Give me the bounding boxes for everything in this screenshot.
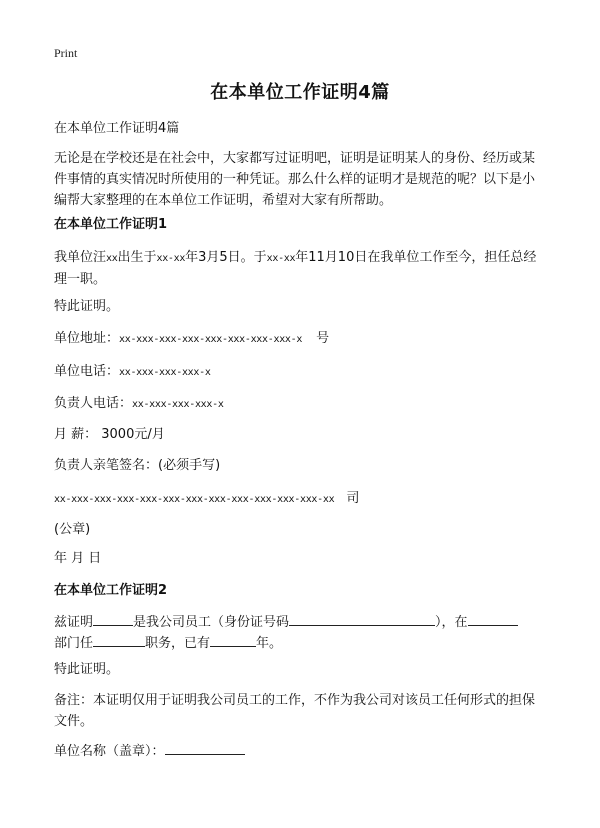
address-line: 单位地址：xx-xxx-xxx-xxx-xxx-xxx-xxx-xxx-x 号 bbox=[54, 331, 330, 346]
section1-certify: 特此证明。 bbox=[54, 299, 120, 314]
page-title: 在本单位工作证明4篇 bbox=[210, 82, 390, 103]
note-paragraph: 备注：本证明仅用于证明我公司员工的工作，不作为我公司对该员工任何形式的担保文件。 bbox=[54, 693, 536, 729]
subtitle: 在本单位工作证明4篇 bbox=[54, 121, 180, 136]
signature-line: 负责人亲笔签名：(必须手写) bbox=[54, 458, 221, 473]
section2-line1: 兹证明 是我公司员工（身份证号码 ），在 bbox=[54, 611, 546, 633]
manager-phone-line: 负责人电话：xx-xxx-xxx-xxx-x bbox=[54, 396, 224, 411]
phone-line: 单位电话：xx-xxx-xxx-xxx-x bbox=[54, 364, 211, 379]
section2-line2: 部门任 职务，已有 年。 bbox=[54, 632, 546, 654]
section2-certify: 特此证明。 bbox=[54, 662, 120, 677]
company-name-blank bbox=[165, 740, 245, 755]
seal-line: (公章) bbox=[54, 522, 91, 537]
section1-heading: 在本单位工作证明1 bbox=[54, 217, 168, 232]
company-name-line: 单位名称（盖章）： bbox=[54, 740, 546, 762]
section1-paragraph: 我单位汪xx出生于xx-xx年3月5日。于xx-xx年11月10日在我单位工作至今，担任总经理一职。 bbox=[54, 250, 537, 287]
salary-line: 月 薪： 3000元/月 bbox=[54, 427, 165, 442]
department-blank bbox=[468, 611, 518, 626]
id-number-blank bbox=[289, 611, 435, 626]
section2-heading: 在本单位工作证明2 bbox=[54, 583, 168, 598]
intro-paragraph: 无论是在学校还是在社会中，大家都写过证明吧，证明是证明某人的身份、经历或某件事情的真实情况时所使用的一种凭证。那么什么样的证明才是规范的呢？以下是小编帮大家整理的在本单位工作证明，希望对大家有所帮助。 bbox=[54, 151, 536, 208]
company-line: xx-xxx-xxx-xxx-xxx-xxx-xxx-xxx-xxx-xxx-xxx-xxx-xx 司 bbox=[54, 491, 360, 506]
name-blank bbox=[93, 611, 133, 626]
years-blank bbox=[210, 632, 256, 647]
position-blank bbox=[93, 632, 145, 647]
date-line: 年 月 日 bbox=[54, 551, 102, 566]
print-label: Print bbox=[54, 46, 78, 60]
